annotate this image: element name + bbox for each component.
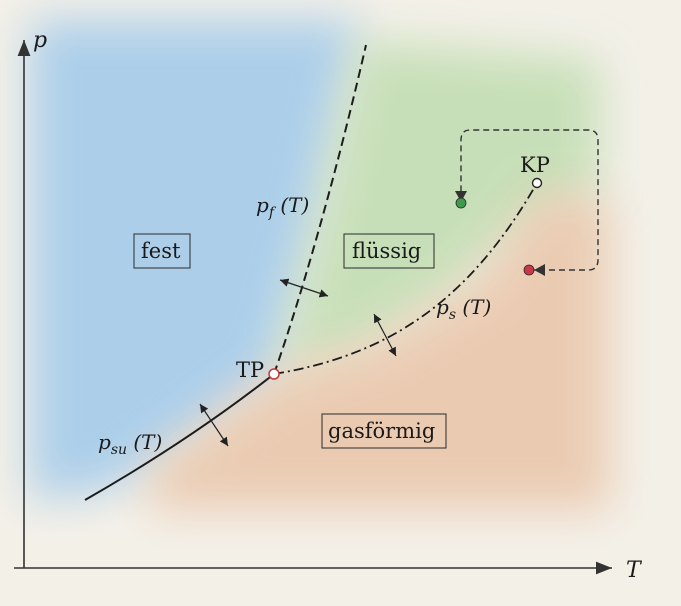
y-axis-label: p <box>33 28 48 53</box>
red-state-dot <box>524 265 534 275</box>
sublimation-curve-label <box>98 430 162 458</box>
melting-curve-label <box>256 193 309 221</box>
melting-arg: (T) <box>274 193 310 217</box>
gas-region-label: gasförmig <box>328 419 436 443</box>
solid-region-label: fest <box>141 239 181 263</box>
boiling-arg: (T) <box>456 295 492 319</box>
green-state-dot <box>456 198 466 208</box>
critical-point-marker <box>533 179 542 188</box>
sublimation-sub: su <box>110 442 128 458</box>
liquid-region-label: flüssig <box>352 239 422 263</box>
boiling-sub: s <box>448 307 456 323</box>
melting-sub: f <box>268 205 274 221</box>
region-shading <box>30 20 610 510</box>
triple-point-marker <box>269 369 279 379</box>
triple-point-label: TP <box>236 358 265 382</box>
x-axis-label: T <box>626 558 641 583</box>
sublimation-arg: (T) <box>127 430 163 454</box>
boiling-p: p <box>436 295 449 319</box>
boiling-curve-label <box>436 295 491 323</box>
critical-point-label: KP <box>520 153 550 177</box>
sublimation-p: p <box>98 430 111 454</box>
melting-p: p <box>256 193 269 217</box>
